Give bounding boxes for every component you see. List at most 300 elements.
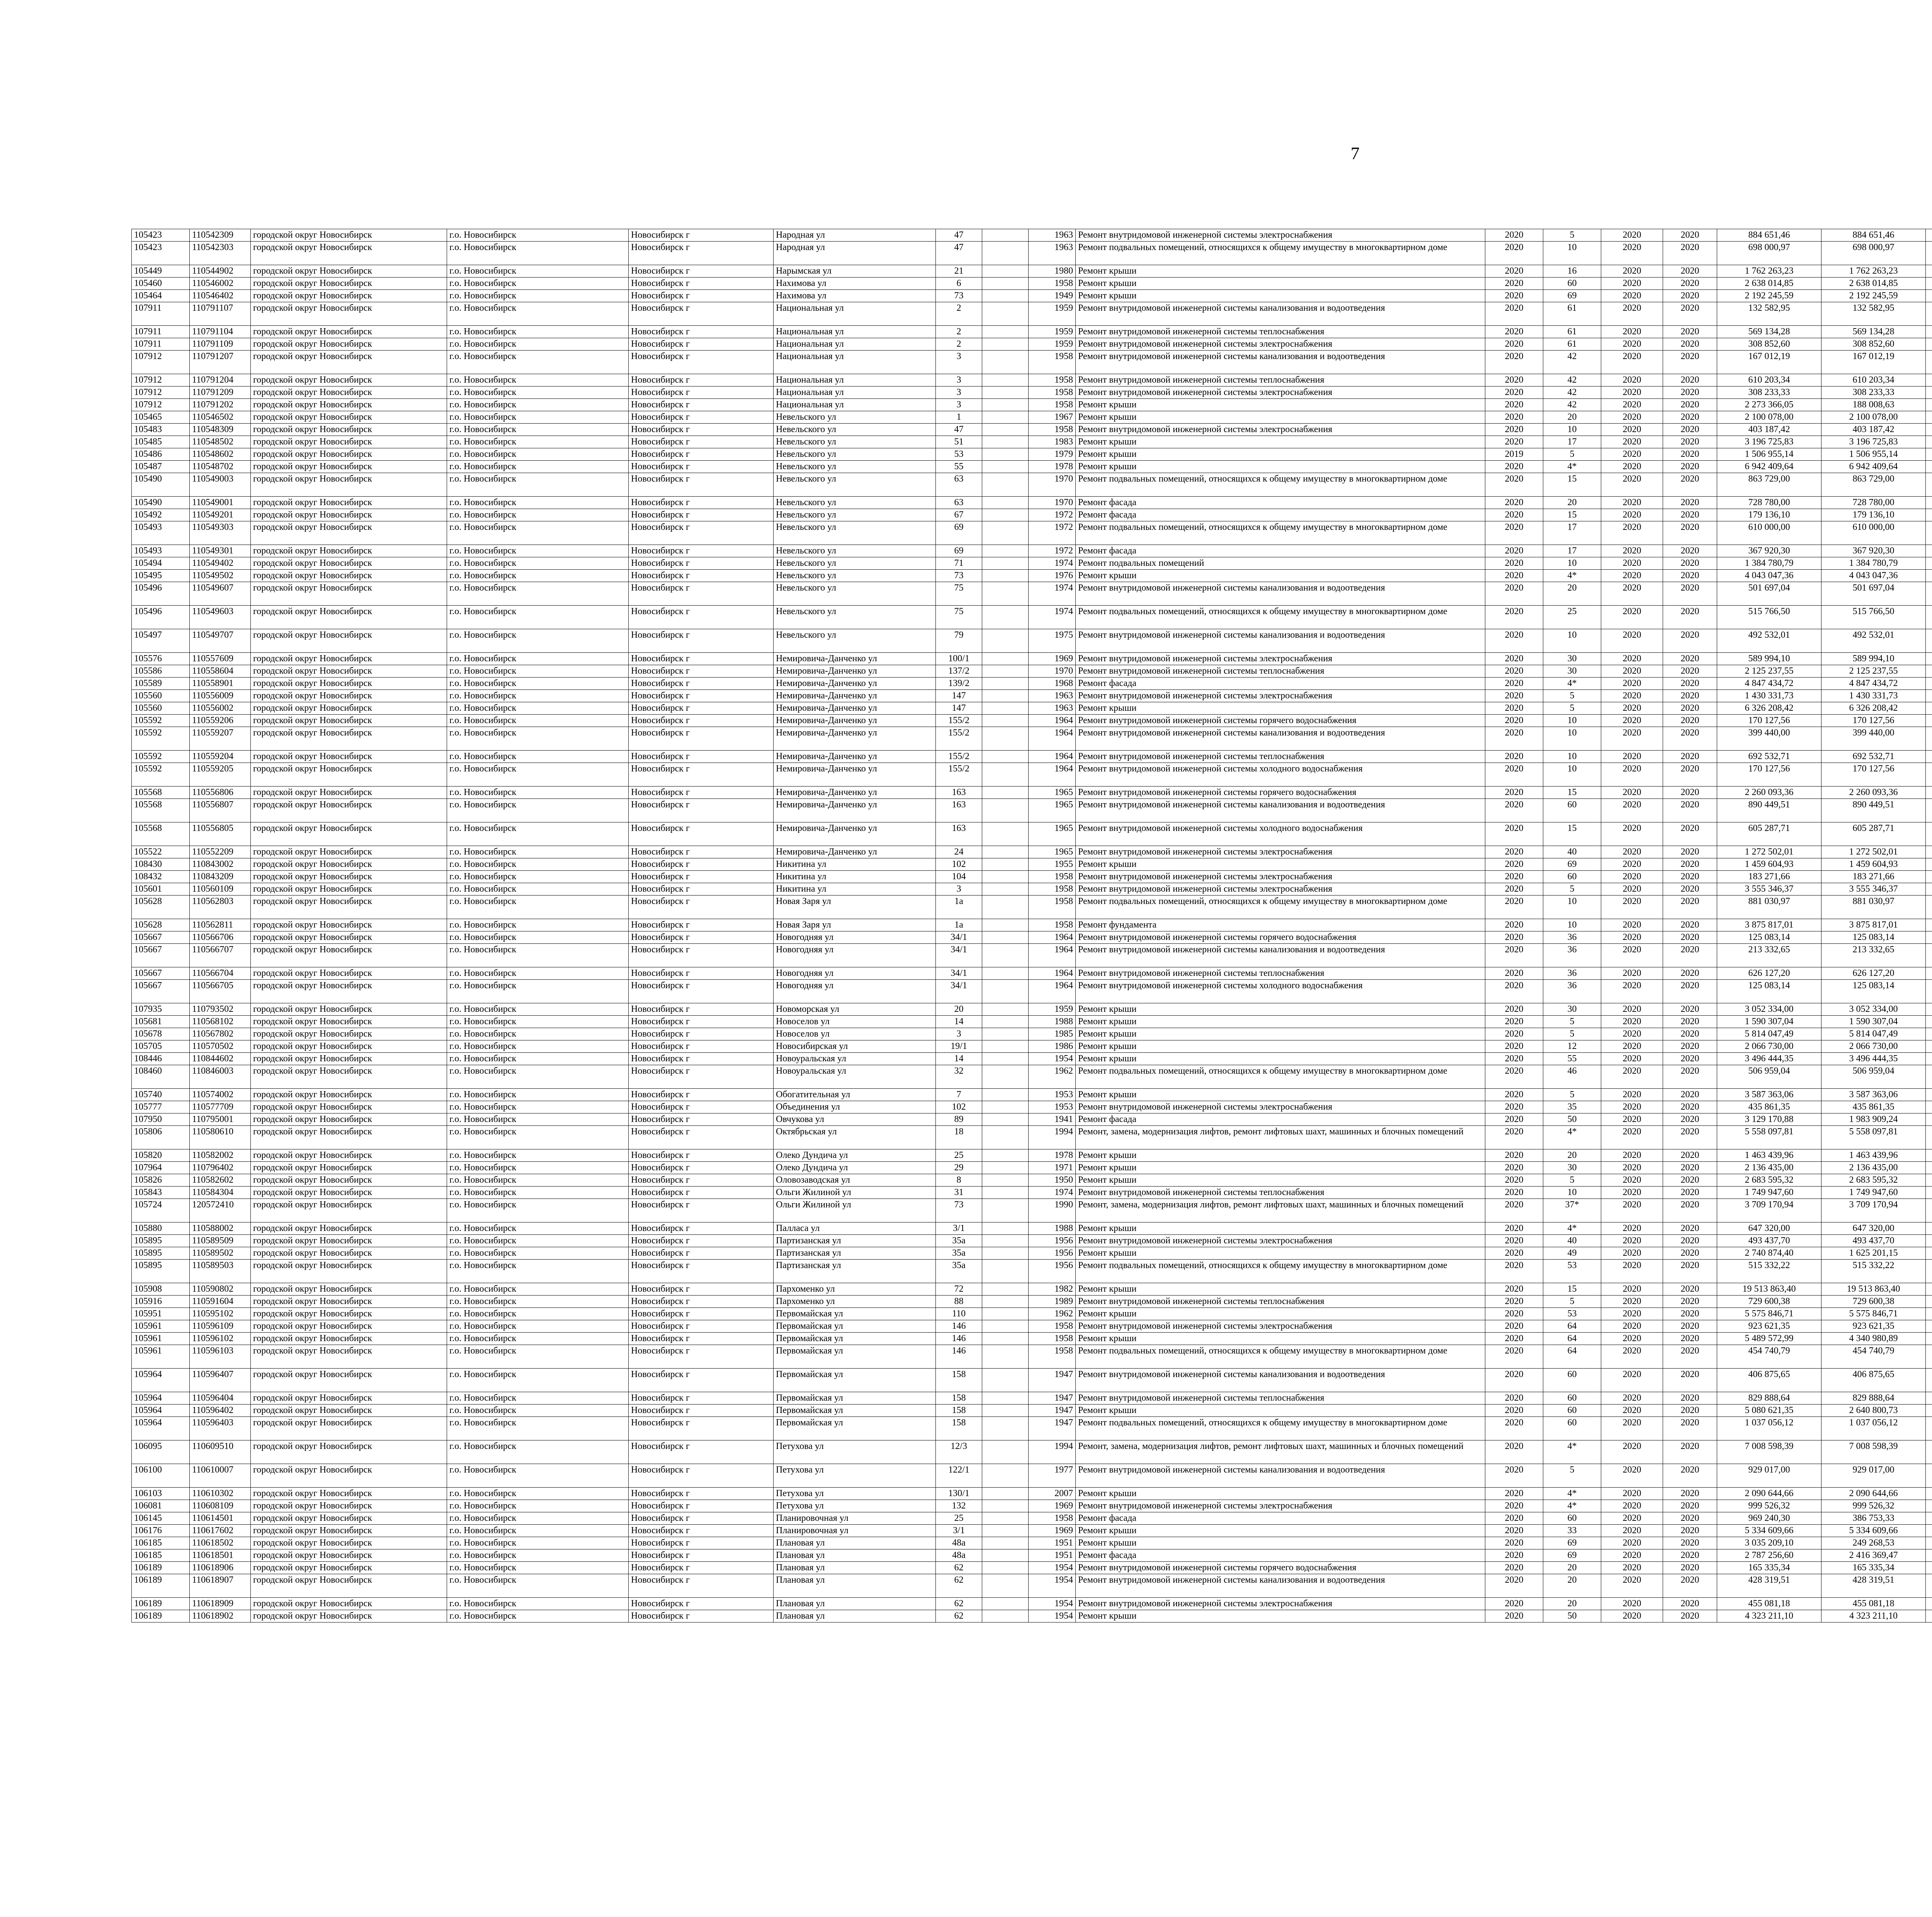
cell-budget-federal [1926,1345,1932,1369]
cell-start-year: 2020 [1601,1174,1663,1187]
cell-fund-cost: 929 017,00 [1821,1464,1926,1488]
cell-end-year: 2020 [1663,1417,1717,1440]
cell-build-year: 1968 [1029,678,1076,690]
cell-settlement: г.о. Новосибирск [447,919,629,931]
cell-work-id: 110542309 [190,229,251,242]
cell-municipal-district: городской округ Новосибирск [251,665,447,678]
cell-budget-federal [1926,1126,1932,1149]
cell-street: Немировича-Данченко ул [774,653,936,665]
cell-settlement: г.о. Новосибирск [447,1440,629,1464]
cell-budget-federal [1926,787,1932,799]
cell-locality: Новосибирск г [629,278,774,290]
cell-build-year: 1970 [1029,473,1076,497]
cell-work-type: Ремонт внутридомовой инженерной системы теплоснабжения [1076,1392,1485,1405]
cell-budget-federal [1926,1405,1932,1417]
cell-work-id: 110566707 [190,944,251,967]
cell-build-year: 1954 [1029,1053,1076,1065]
cell-street: Ольги Жилиной ул [774,1187,936,1199]
cell-municipal-district: городской округ Новосибирск [251,570,447,582]
table-row [132,1537,1932,1549]
cell-building [982,980,1029,1003]
cell-municipal-district: городской округ Новосибирск [251,386,447,399]
cell-street: Первомайская ул [774,1320,936,1333]
cell-settlement: г.о. Новосибирск [447,1562,629,1574]
cell-work-id: 110796402 [190,1162,251,1174]
cell-settlement: г.о. Новосибирск [447,1101,629,1113]
cell-fund-cost: 183 271,66 [1821,871,1926,883]
cell-house-number: 73 [936,290,982,302]
cell-house-id: 105964 [132,1369,190,1392]
cell-fund-cost: 428 319,51 [1821,1574,1926,1598]
table-row [132,326,1932,338]
cell-settlement: г.о. Новосибирск [447,1053,629,1065]
cell-budget-federal [1926,1101,1932,1113]
cell-locality: Новосибирск г [629,1549,774,1562]
cell-settlement: г.о. Новосибирск [447,896,629,919]
cell-fund-cost: 2 416 369,47 [1821,1549,1926,1562]
cell-building [982,1369,1029,1392]
cell-plan-year: 2020 [1485,557,1543,570]
cell-work-id: 110566706 [190,931,251,944]
cell-work-type: Ремонт внутридомовой инженерной системы теплоснабжения [1076,1296,1485,1308]
cell-budget-federal [1926,1113,1932,1126]
cell-house-id: 106176 [132,1525,190,1537]
cell-work-id: 110549707 [190,629,251,653]
cell-house-id: 105560 [132,690,190,702]
cell-municipal-district: городской округ Новосибирск [251,1488,447,1500]
cell-fund-cost: 515 766,50 [1821,606,1926,629]
cell-building [982,570,1029,582]
cell-fund-cost: 403 187,42 [1821,424,1926,436]
cell-fund-cost: 999 526,32 [1821,1500,1926,1512]
cell-start-year: 2020 [1601,858,1663,871]
cell-locality: Новосибирск г [629,1053,774,1065]
cell-street: Пархоменко ул [774,1283,936,1296]
cell-work-id: 110559207 [190,727,251,751]
cell-plan-year: 2020 [1485,1053,1543,1065]
cell-locality: Новосибирск г [629,799,774,822]
cell-work-id: 110549003 [190,473,251,497]
cell-build-year: 1976 [1029,570,1076,582]
cell-budget-federal [1926,1392,1932,1405]
cell-budget-federal [1926,871,1932,883]
cell-locality: Новосибирск г [629,967,774,980]
cell-locality: Новосибирск г [629,665,774,678]
cell-building [982,1574,1029,1598]
cell-municipal-district: городской округ Новосибирск [251,1199,447,1222]
cell-locality: Новосибирск г [629,1405,774,1417]
cell-municipal-district: городской округ Новосибирск [251,1345,447,1369]
cell-build-year: 1956 [1029,1247,1076,1260]
cell-wear-percent: 5 [1543,229,1601,242]
cell-start-year: 2020 [1601,629,1663,653]
table-row [132,1549,1932,1562]
cell-build-year: 1974 [1029,557,1076,570]
cell-start-year: 2020 [1601,1028,1663,1040]
cell-building [982,702,1029,715]
cell-fund-cost: 647 320,00 [1821,1222,1926,1235]
cell-build-year: 1950 [1029,1174,1076,1187]
cell-fund-cost: 6 942 409,64 [1821,461,1926,473]
cell-settlement: г.о. Новосибирск [447,1610,629,1622]
cell-budget-federal [1926,278,1932,290]
cell-house-number: 100/1 [936,653,982,665]
cell-start-year: 2020 [1601,944,1663,967]
cell-work-type: Ремонт крыши [1076,1537,1485,1549]
cell-wear-percent: 5 [1543,1464,1601,1488]
cell-building [982,665,1029,678]
cell-start-year: 2020 [1601,1320,1663,1333]
cell-house-number: 48а [936,1537,982,1549]
cell-work-type: Ремонт внутридомовой инженерной системы канализования и водоотведения [1076,1464,1485,1488]
cell-building [982,822,1029,846]
cell-start-year: 2020 [1601,386,1663,399]
table-row [132,1320,1932,1333]
cell-plan-year: 2020 [1485,1610,1543,1622]
cell-wear-percent: 10 [1543,727,1601,751]
table-row [132,399,1932,411]
cell-total-cost: 6 942 409,64 [1717,461,1821,473]
cell-house-id: 105495 [132,570,190,582]
cell-work-type: Ремонт фасада [1076,1113,1485,1126]
table-row [132,1562,1932,1574]
cell-municipal-district: городской округ Новосибирск [251,1089,447,1101]
table-row [132,629,1932,653]
cell-locality: Новосибирск г [629,1320,774,1333]
table-row [132,690,1932,702]
cell-wear-percent: 15 [1543,787,1601,799]
cell-work-id: 110558901 [190,678,251,690]
cell-building [982,1126,1029,1149]
cell-work-id: 110791209 [190,386,251,399]
cell-plan-year: 2020 [1485,1126,1543,1149]
cell-budget-federal [1926,1610,1932,1622]
cell-plan-year: 2020 [1485,411,1543,424]
cell-street: Новосибирская ул [774,1040,936,1053]
cell-wear-percent: 4* [1543,1488,1601,1500]
cell-budget-federal [1926,1417,1932,1440]
table-row [132,497,1932,509]
cell-work-id: 110591604 [190,1296,251,1308]
cell-municipal-district: городской округ Новосибирск [251,1235,447,1247]
cell-municipal-district: городской округ Новосибирск [251,1296,447,1308]
cell-end-year: 2020 [1663,242,1717,265]
cell-end-year: 2020 [1663,1089,1717,1101]
cell-street: Новогодняя ул [774,967,936,980]
cell-street: Немировича-Данченко ул [774,846,936,858]
cell-fund-cost: 4 043 047,36 [1821,570,1926,582]
cell-plan-year: 2020 [1485,1028,1543,1040]
cell-work-type: Ремонт внутридомовой инженерной системы канализования и водоотведения [1076,727,1485,751]
table-row [132,302,1932,326]
cell-settlement: г.о. Новосибирск [447,1003,629,1016]
cell-street: Плановая ул [774,1562,936,1574]
cell-work-type: Ремонт крыши [1076,1149,1485,1162]
cell-house-id: 105490 [132,497,190,509]
cell-building [982,1598,1029,1610]
cell-work-type: Ремонт внутридомовой инженерной системы электроснабжения [1076,229,1485,242]
cell-total-cost: 884 651,46 [1717,229,1821,242]
cell-work-type: Ремонт внутридомовой инженерной системы электроснабжения [1076,1500,1485,1512]
cell-start-year: 2020 [1601,727,1663,751]
table-row [132,582,1932,606]
cell-house-id: 105423 [132,229,190,242]
cell-build-year: 1969 [1029,1525,1076,1537]
cell-house-id: 105895 [132,1235,190,1247]
cell-building [982,787,1029,799]
cell-total-cost: 1 762 263,23 [1717,265,1821,278]
cell-end-year: 2020 [1663,1598,1717,1610]
cell-plan-year: 2020 [1485,338,1543,351]
cell-building [982,411,1029,424]
cell-settlement: г.о. Новосибирск [447,822,629,846]
cell-house-number: 3 [936,1028,982,1040]
cell-end-year: 2020 [1663,521,1717,545]
cell-build-year: 1962 [1029,1308,1076,1320]
cell-wear-percent: 15 [1543,822,1601,846]
cell-settlement: г.о. Новосибирск [447,980,629,1003]
cell-locality: Новосибирск г [629,715,774,727]
cell-wear-percent: 15 [1543,1283,1601,1296]
cell-build-year: 1941 [1029,1113,1076,1126]
cell-start-year: 2020 [1601,1525,1663,1537]
cell-street: Плановая ул [774,1598,936,1610]
cell-work-type: Ремонт внутридомовой инженерной системы канализования и водоотведения [1076,1574,1485,1598]
cell-street: Новогодняя ул [774,944,936,967]
table-row [132,1345,1932,1369]
cell-house-number: 21 [936,265,982,278]
cell-house-number: 3 [936,883,982,896]
cell-street: Первомайская ул [774,1333,936,1345]
cell-end-year: 2020 [1663,799,1717,822]
cell-municipal-district: городской округ Новосибирск [251,242,447,265]
cell-work-id: 110549301 [190,545,251,557]
cell-house-id: 105586 [132,665,190,678]
cell-budget-federal [1926,1199,1932,1222]
cell-settlement: г.о. Новосибирск [447,1113,629,1126]
cell-fund-cost: 165 335,34 [1821,1562,1926,1574]
cell-end-year: 2020 [1663,1333,1717,1345]
cell-street: Невельского ул [774,557,936,570]
cell-work-type: Ремонт внутридомовой инженерной системы электроснабжения [1076,690,1485,702]
cell-plan-year: 2020 [1485,521,1543,545]
cell-start-year: 2020 [1601,242,1663,265]
cell-total-cost: 728 780,00 [1717,497,1821,509]
cell-building [982,1222,1029,1235]
cell-budget-federal [1926,1162,1932,1174]
cell-work-type: Ремонт крыши [1076,1610,1485,1622]
cell-budget-federal [1926,858,1932,871]
cell-work-id: 110791107 [190,302,251,326]
cell-plan-year: 2020 [1485,399,1543,411]
cell-end-year: 2020 [1663,1512,1717,1525]
cell-locality: Новосибирск г [629,1028,774,1040]
cell-start-year: 2020 [1601,1512,1663,1525]
cell-total-cost: 7 008 598,39 [1717,1440,1821,1464]
cell-work-id: 110562803 [190,896,251,919]
cell-plan-year: 2020 [1485,919,1543,931]
cell-end-year: 2020 [1663,1028,1717,1040]
cell-total-cost: 183 271,66 [1717,871,1821,883]
cell-fund-cost: 367 920,30 [1821,545,1926,557]
cell-plan-year: 2020 [1485,424,1543,436]
cell-house-id: 105487 [132,461,190,473]
cell-house-id: 105895 [132,1247,190,1260]
cell-end-year: 2020 [1663,1149,1717,1162]
cell-budget-federal [1926,1537,1932,1549]
cell-work-id: 110560109 [190,883,251,896]
cell-settlement: г.о. Новосибирск [447,653,629,665]
cell-total-cost: 1 430 331,73 [1717,690,1821,702]
cell-house-id: 105961 [132,1320,190,1333]
cell-municipal-district: городской округ Новосибирск [251,1500,447,1512]
cell-total-cost: 589 994,10 [1717,653,1821,665]
cell-municipal-district: городской округ Новосибирск [251,338,447,351]
cell-municipal-district: городской округ Новосибирск [251,448,447,461]
cell-settlement: г.о. Новосибирск [447,1016,629,1028]
cell-fund-cost: 5 334 609,66 [1821,1525,1926,1537]
cell-plan-year: 2020 [1485,1405,1543,1417]
cell-locality: Новосибирск г [629,1283,774,1296]
cell-work-id: 110549001 [190,497,251,509]
cell-end-year: 2020 [1663,1405,1717,1417]
cell-fund-cost: 890 449,51 [1821,799,1926,822]
table-row [132,846,1932,858]
table-row [132,1016,1932,1028]
cell-build-year: 1958 [1029,1320,1076,1333]
cell-municipal-district: городской округ Новосибирск [251,763,447,787]
cell-locality: Новосибирск г [629,1369,774,1392]
cell-plan-year: 2020 [1485,1235,1543,1247]
cell-municipal-district: городской округ Новосибирск [251,822,447,846]
cell-settlement: г.о. Новосибирск [447,858,629,871]
cell-house-number: 3 [936,386,982,399]
cell-locality: Новосибирск г [629,1174,774,1187]
cell-street: Невельского ул [774,509,936,521]
cell-house-id: 107911 [132,302,190,326]
cell-work-type: Ремонт крыши [1076,1308,1485,1320]
cell-wear-percent: 5 [1543,1016,1601,1028]
cell-start-year: 2020 [1601,1537,1663,1549]
cell-street: Плановая ул [774,1549,936,1562]
cell-fund-cost: 179 136,10 [1821,509,1926,521]
cell-work-type: Ремонт крыши [1076,1028,1485,1040]
cell-fund-cost: 2 090 644,66 [1821,1488,1926,1500]
cell-start-year: 2020 [1601,883,1663,896]
cell-house-id: 107935 [132,1003,190,1016]
cell-settlement: г.о. Новосибирск [447,1574,629,1598]
cell-locality: Новосибирск г [629,871,774,883]
cell-budget-federal [1926,1308,1932,1320]
cell-work-id: 110618501 [190,1549,251,1562]
cell-house-id: 105449 [132,265,190,278]
cell-total-cost: 367 920,30 [1717,545,1821,557]
cell-fund-cost: 399 440,00 [1821,727,1926,751]
cell-fund-cost: 7 008 598,39 [1821,1440,1926,1464]
cell-end-year: 2020 [1663,665,1717,678]
cell-budget-federal [1926,1028,1932,1040]
cell-settlement: г.о. Новосибирск [447,1187,629,1199]
cell-budget-federal [1926,1187,1932,1199]
cell-plan-year: 2020 [1485,1417,1543,1440]
cell-budget-federal [1926,351,1932,374]
cell-build-year: 1971 [1029,1162,1076,1174]
cell-municipal-district: городской округ Новосибирск [251,1101,447,1113]
cell-end-year: 2020 [1663,715,1717,727]
cell-locality: Новосибирск г [629,1065,774,1089]
cell-wear-percent: 60 [1543,1417,1601,1440]
cell-street: Первомайская ул [774,1417,936,1440]
cell-locality: Новосибирск г [629,1500,774,1512]
cell-fund-cost: 125 083,14 [1821,931,1926,944]
cell-house-number: 139/2 [936,678,982,690]
cell-locality: Новосибирск г [629,1162,774,1174]
cell-total-cost: 125 083,14 [1717,980,1821,1003]
table-row [132,1113,1932,1126]
cell-work-type: Ремонт крыши [1076,1174,1485,1187]
cell-building [982,545,1029,557]
cell-wear-percent: 69 [1543,858,1601,871]
cell-end-year: 2020 [1663,1053,1717,1065]
cell-budget-federal [1926,1283,1932,1296]
cell-settlement: г.о. Новосибирск [447,1405,629,1417]
cell-work-type: Ремонт крыши [1076,1283,1485,1296]
page-number: 7 [1350,143,1360,163]
cell-total-cost: 1 459 604,93 [1717,858,1821,871]
cell-plan-year: 2020 [1485,1392,1543,1405]
cell-fund-cost: 1 983 909,24 [1821,1113,1926,1126]
cell-plan-year: 2020 [1485,497,1543,509]
cell-start-year: 2020 [1601,399,1663,411]
cell-start-year: 2020 [1601,290,1663,302]
cell-start-year: 2020 [1601,1260,1663,1283]
cell-street: Новоуральская ул [774,1053,936,1065]
cell-house-id: 108432 [132,871,190,883]
table-row [132,411,1932,424]
cell-wear-percent: 10 [1543,242,1601,265]
cell-start-year: 2020 [1601,690,1663,702]
cell-municipal-district: городской округ Новосибирск [251,1549,447,1562]
cell-end-year: 2020 [1663,1500,1717,1512]
cell-plan-year: 2020 [1485,896,1543,919]
cell-work-id: 110610007 [190,1464,251,1488]
cell-wear-percent: 10 [1543,919,1601,931]
cell-end-year: 2020 [1663,1562,1717,1574]
cell-work-type: Ремонт внутридомовой инженерной системы электроснабжения [1076,883,1485,896]
cell-build-year: 1958 [1029,896,1076,919]
cell-work-type: Ремонт фундамента [1076,919,1485,931]
cell-wear-percent: 4* [1543,1222,1601,1235]
cell-building [982,1149,1029,1162]
cell-wear-percent: 10 [1543,751,1601,763]
cell-end-year: 2020 [1663,678,1717,690]
cell-fund-cost: 1 459 604,93 [1821,858,1926,871]
cell-work-id: 110559205 [190,763,251,787]
cell-budget-federal [1926,1525,1932,1537]
cell-plan-year: 2020 [1485,653,1543,665]
cell-street: Партизанская ул [774,1247,936,1260]
cell-total-cost: 1 506 955,14 [1717,448,1821,461]
table-row [132,1283,1932,1296]
table-row [132,1392,1932,1405]
cell-fund-cost: 1 463 439,96 [1821,1149,1926,1162]
cell-fund-cost: 829 888,64 [1821,1392,1926,1405]
cell-end-year: 2020 [1663,1440,1717,1464]
cell-budget-federal [1926,242,1932,265]
cell-house-number: 1 [936,411,982,424]
cell-municipal-district: городской округ Новосибирск [251,557,447,570]
cell-house-number: 137/2 [936,665,982,678]
